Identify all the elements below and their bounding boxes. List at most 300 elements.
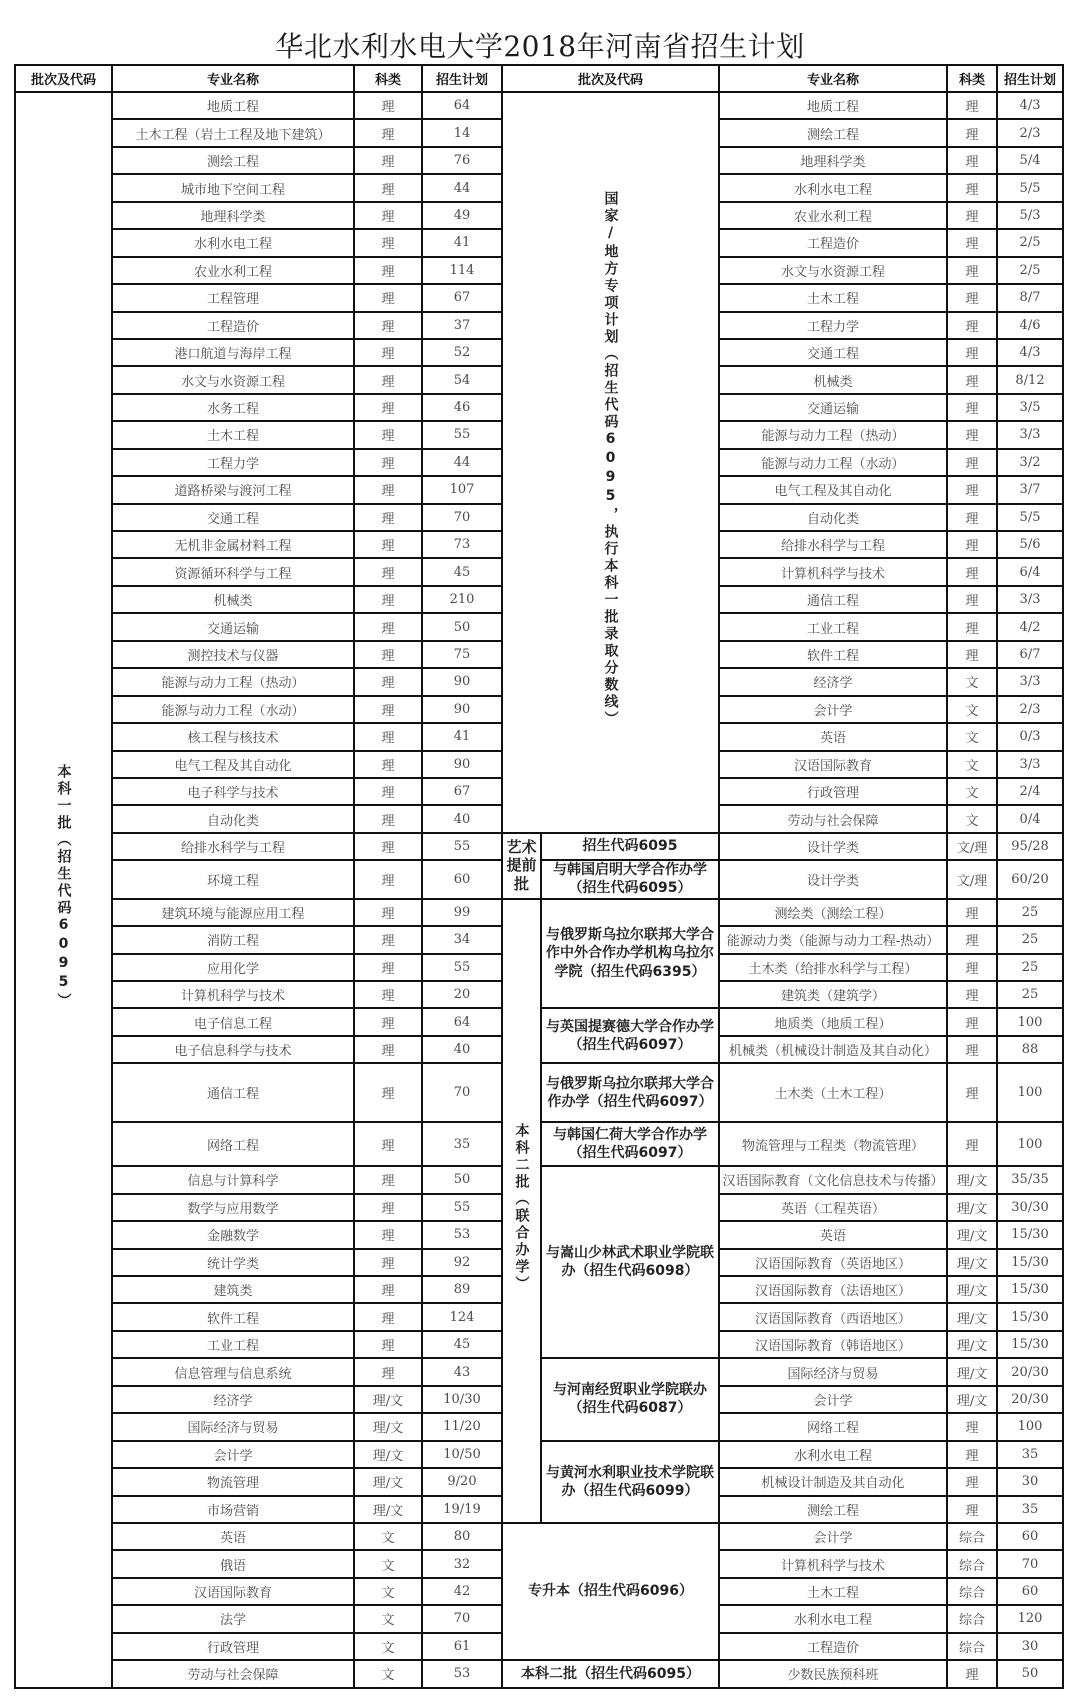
header-major-right: 专业名称 — [719, 65, 947, 92]
major-name: 市场营销 — [112, 1496, 354, 1523]
plan-count: 80 — [422, 1523, 502, 1550]
subject-type: 理 — [354, 860, 422, 898]
plan-count: 70 — [997, 1550, 1063, 1577]
plan-count: 42 — [422, 1578, 502, 1605]
major-name: 水利水电工程 — [719, 1605, 947, 1632]
major-name: 水利水电工程 — [719, 1441, 947, 1468]
major-name: 工程力学 — [719, 312, 947, 339]
major-name: 经济学 — [719, 668, 947, 695]
major-name: 设计学类 — [719, 833, 947, 860]
subject-type: 理 — [354, 926, 422, 953]
plan-count: 44 — [422, 449, 502, 476]
plan-count: 40 — [422, 805, 502, 832]
subject-type: 理 — [354, 394, 422, 421]
group-cell: 与嵩山少林武术职业学院联办（招生代码6098） — [541, 1166, 719, 1358]
major-name: 自动化类 — [719, 504, 947, 531]
plan-count: 90 — [422, 751, 502, 778]
subject-type: 理 — [947, 641, 997, 668]
major-name: 网络工程 — [719, 1413, 947, 1440]
major-name: 工程造价 — [112, 312, 354, 339]
major-name: 工程造价 — [719, 1633, 947, 1660]
subject-type: 文 — [947, 778, 997, 805]
plan-count: 2/5 — [997, 257, 1063, 284]
plan-count: 2/3 — [997, 696, 1063, 723]
subject-type: 理 — [947, 1468, 997, 1495]
subject-type: 理 — [354, 476, 422, 503]
plan-count: 5/3 — [997, 202, 1063, 229]
plan-count: 114 — [422, 257, 502, 284]
plan-count: 88 — [997, 1036, 1063, 1063]
major-name: 环境工程 — [112, 860, 354, 898]
plan-count: 2/3 — [997, 119, 1063, 146]
subject-type: 理 — [947, 476, 997, 503]
plan-count: 55 — [422, 954, 502, 981]
plan-count: 60/20 — [997, 860, 1063, 898]
plan-count: 35 — [997, 1496, 1063, 1523]
major-name: 汉语国际教育（西语地区） — [719, 1303, 947, 1330]
subject-type: 理 — [947, 586, 997, 613]
batch-cell-special — [502, 92, 719, 833]
plan-count: 8/12 — [997, 366, 1063, 393]
header-major-left: 专业名称 — [112, 65, 354, 92]
subject-type: 理 — [947, 449, 997, 476]
major-name: 农业水利工程 — [112, 257, 354, 284]
plan-count: 100 — [997, 1063, 1063, 1122]
subject-type: 理 — [354, 1063, 422, 1122]
subject-type: 理 — [354, 613, 422, 640]
subject-type: 理/文 — [354, 1386, 422, 1413]
subject-type: 理/文 — [354, 1413, 422, 1440]
plan-count: 210 — [422, 586, 502, 613]
plan-count: 2/5 — [997, 229, 1063, 256]
subject-type: 文/理 — [947, 833, 997, 860]
plan-count: 4/6 — [997, 312, 1063, 339]
major-name: 工程管理 — [112, 284, 354, 311]
subject-type: 理/文 — [947, 1331, 997, 1358]
subject-type: 理 — [354, 1331, 422, 1358]
plan-count: 9/20 — [422, 1468, 502, 1495]
major-name: 电气工程及其自动化 — [719, 476, 947, 503]
plan-count: 124 — [422, 1303, 502, 1330]
header-plan-right: 招生计划 — [997, 65, 1063, 92]
table-row — [15, 1660, 1063, 1687]
plan-count: 107 — [422, 476, 502, 503]
plan-count: 25 — [997, 981, 1063, 1008]
subject-type: 理 — [354, 257, 422, 284]
subject-type: 文 — [354, 1550, 422, 1577]
subject-type: 文 — [354, 1633, 422, 1660]
subject-type: 理/文 — [354, 1496, 422, 1523]
major-name: 信息与计算科学 — [112, 1166, 354, 1193]
plan-count: 0/4 — [997, 805, 1063, 832]
plan-count: 40 — [422, 1036, 502, 1063]
subject-type: 理/文 — [354, 1468, 422, 1495]
major-name: 水文与水资源工程 — [719, 257, 947, 284]
plan-count: 20/30 — [997, 1386, 1063, 1413]
plan-count: 50 — [422, 613, 502, 640]
plan-count: 3/5 — [997, 394, 1063, 421]
subject-type: 文 — [947, 696, 997, 723]
subject-type: 理 — [947, 284, 997, 311]
major-name: 软件工程 — [112, 1303, 354, 1330]
plan-count: 6/7 — [997, 641, 1063, 668]
subject-type: 理 — [947, 1122, 997, 1166]
major-name: 物流管理 — [112, 1468, 354, 1495]
major-name: 土木工程 — [112, 421, 354, 448]
major-name: 测绘工程 — [112, 147, 354, 174]
major-name: 土木类（给排水科学与工程） — [719, 954, 947, 981]
major-name: 机械类 — [112, 586, 354, 613]
plan-count: 55 — [422, 833, 502, 860]
page-title: 华北水利水电大学2018年河南省招生计划 — [275, 30, 805, 63]
major-name: 通信工程 — [719, 586, 947, 613]
major-name: 地理科学类 — [719, 147, 947, 174]
major-name: 土木工程 — [719, 284, 947, 311]
subject-type: 理 — [947, 147, 997, 174]
group-cell: 招生代码6095 — [541, 833, 719, 860]
plan-count: 46 — [422, 394, 502, 421]
batch-label: 本科一批（招生代码6095） — [55, 764, 72, 1011]
subject-type: 理 — [354, 696, 422, 723]
table-row — [15, 899, 1063, 926]
plan-count: 20/30 — [997, 1358, 1063, 1385]
major-name: 少数民族预科班 — [719, 1660, 947, 1687]
group-cell: 与河南经贸职业学院联办（招生代码6087） — [541, 1358, 719, 1440]
major-name: 应用化学 — [112, 954, 354, 981]
major-name: 机械类（机械设计制造及其自动化） — [719, 1036, 947, 1063]
plan-count: 5/5 — [997, 174, 1063, 201]
subject-type: 理 — [354, 1194, 422, 1221]
plan-count: 35 — [422, 1122, 502, 1166]
plan-count: 55 — [422, 421, 502, 448]
subject-type: 理 — [947, 366, 997, 393]
subject-type: 理/文 — [947, 1276, 997, 1303]
subject-type: 理 — [947, 394, 997, 421]
plan-count: 10/50 — [422, 1441, 502, 1468]
subject-type: 理 — [354, 805, 422, 832]
major-name: 测控技术与仪器 — [112, 641, 354, 668]
major-name: 英语 — [112, 1523, 354, 1550]
plan-count: 120 — [997, 1605, 1063, 1632]
plan-count: 30/30 — [997, 1194, 1063, 1221]
major-name: 机械设计制造及其自动化 — [719, 1468, 947, 1495]
plan-count: 60 — [422, 860, 502, 898]
major-name: 交通工程 — [112, 504, 354, 531]
subject-type: 理 — [354, 1008, 422, 1035]
subject-type: 理 — [947, 1008, 997, 1035]
plan-count: 37 — [422, 312, 502, 339]
plan-count: 5/4 — [997, 147, 1063, 174]
major-name: 工业工程 — [112, 1331, 354, 1358]
major-name: 测绘工程 — [719, 1496, 947, 1523]
major-name: 测绘工程 — [719, 119, 947, 146]
subject-type: 理 — [354, 312, 422, 339]
subject-type: 理 — [354, 504, 422, 531]
major-name: 地质工程 — [112, 92, 354, 119]
major-name: 测绘类（测绘工程） — [719, 899, 947, 926]
major-name: 交通运输 — [112, 613, 354, 640]
batch-label: 本科二批（联合办学） — [513, 1123, 530, 1294]
major-name: 道路桥梁与渡河工程 — [112, 476, 354, 503]
subject-type: 理 — [354, 1122, 422, 1166]
major-name: 计算机科学与技术 — [719, 558, 947, 585]
major-name: 港口航道与海岸工程 — [112, 339, 354, 366]
group-cell: 与英国提赛德大学合作办学（招生代码6097） — [541, 1008, 719, 1063]
subject-type: 理 — [947, 1496, 997, 1523]
subject-type: 文 — [354, 1578, 422, 1605]
plan-count: 45 — [422, 1331, 502, 1358]
major-name: 行政管理 — [112, 1633, 354, 1660]
plan-count: 15/30 — [997, 1249, 1063, 1276]
subject-type: 理 — [354, 147, 422, 174]
header-batch-left: 批次及代码 — [15, 65, 112, 92]
subject-type: 理 — [354, 202, 422, 229]
major-name: 水文与水资源工程 — [112, 366, 354, 393]
enrollment-plan-table — [14, 64, 1064, 1689]
plan-count: 4/2 — [997, 613, 1063, 640]
plan-count: 15/30 — [997, 1276, 1063, 1303]
plan-count: 2/4 — [997, 778, 1063, 805]
major-name: 工程力学 — [112, 449, 354, 476]
batch-label: 国家/地方专项计划（招生代码6095，执行本科一批录取分数线） — [602, 191, 619, 729]
subject-type: 理 — [354, 1166, 422, 1193]
subject-type: 理 — [354, 531, 422, 558]
group-cell: 与韩国启明大学合作办学（招生代码6095） — [541, 860, 719, 898]
plan-count: 95/28 — [997, 833, 1063, 860]
subject-type: 理 — [947, 1660, 997, 1687]
subject-type: 综合 — [947, 1605, 997, 1632]
subject-type: 理 — [354, 641, 422, 668]
major-name: 国际经济与贸易 — [112, 1413, 354, 1440]
major-name: 土木工程（岩土工程及地下建筑） — [112, 119, 354, 146]
subject-type: 理 — [354, 981, 422, 1008]
group-cell: 与俄罗斯乌拉尔联邦大学合作办学（招生代码6097） — [541, 1063, 719, 1122]
major-name: 农业水利工程 — [719, 202, 947, 229]
subject-type: 理 — [354, 586, 422, 613]
batch-cell-upgrade: 专升本（招生代码6096） — [502, 1523, 719, 1660]
major-name: 建筑环境与能源应用工程 — [112, 899, 354, 926]
plan-count: 70 — [422, 1063, 502, 1122]
major-name: 英语 — [719, 1221, 947, 1248]
subject-type: 理 — [947, 339, 997, 366]
subject-type: 文 — [354, 1605, 422, 1632]
plan-count: 99 — [422, 899, 502, 926]
major-name: 城市地下空间工程 — [112, 174, 354, 201]
header-row — [15, 65, 1063, 92]
plan-count: 70 — [422, 1605, 502, 1632]
major-name: 会计学 — [719, 1523, 947, 1550]
plan-count: 30 — [997, 1633, 1063, 1660]
subject-type: 理/文 — [947, 1386, 997, 1413]
table-row — [15, 1523, 1063, 1550]
subject-type: 理 — [354, 833, 422, 860]
subject-type: 理 — [947, 229, 997, 256]
plan-count: 53 — [422, 1221, 502, 1248]
subject-type: 理 — [947, 92, 997, 119]
major-name: 水利水电工程 — [112, 229, 354, 256]
major-name: 信息管理与信息系统 — [112, 1358, 354, 1385]
plan-count: 3/3 — [997, 421, 1063, 448]
plan-count: 3/3 — [997, 586, 1063, 613]
subject-type: 理 — [947, 899, 997, 926]
major-name: 汉语国际教育（英语地区） — [719, 1249, 947, 1276]
plan-count: 34 — [422, 926, 502, 953]
plan-count: 49 — [422, 202, 502, 229]
plan-count: 35/35 — [997, 1166, 1063, 1193]
plan-count: 15/30 — [997, 1331, 1063, 1358]
plan-count: 19/19 — [422, 1496, 502, 1523]
major-name: 能源与动力工程（热动） — [719, 421, 947, 448]
plan-count: 41 — [422, 229, 502, 256]
plan-count: 6/4 — [997, 558, 1063, 585]
major-name: 行政管理 — [719, 778, 947, 805]
subject-type: 理 — [354, 339, 422, 366]
major-name: 交通工程 — [719, 339, 947, 366]
major-name: 水务工程 — [112, 394, 354, 421]
major-name: 软件工程 — [719, 641, 947, 668]
subject-type: 理 — [354, 751, 422, 778]
plan-count: 25 — [997, 926, 1063, 953]
subject-type: 理/文 — [354, 1441, 422, 1468]
major-name: 汉语国际教育（文化信息技术与传播） — [719, 1166, 947, 1193]
plan-count: 10/30 — [422, 1386, 502, 1413]
batch-cell-left — [15, 92, 112, 1688]
subject-type: 文 — [947, 751, 997, 778]
plan-count: 89 — [422, 1276, 502, 1303]
plan-count: 67 — [422, 284, 502, 311]
subject-type: 理 — [947, 421, 997, 448]
major-name: 金融数学 — [112, 1221, 354, 1248]
major-name: 能源动力类（能源与动力工程-热动） — [719, 926, 947, 953]
subject-type: 理/文 — [947, 1194, 997, 1221]
major-name: 计算机科学与技术 — [719, 1550, 947, 1577]
subject-type: 理 — [947, 1036, 997, 1063]
major-name: 能源与动力工程（水动） — [719, 449, 947, 476]
plan-count: 100 — [997, 1008, 1063, 1035]
plan-count: 54 — [422, 366, 502, 393]
batch-cell-second: 本科二批（招生代码6095） — [502, 1660, 719, 1687]
major-name: 电子科学与技术 — [112, 778, 354, 805]
subject-type: 综合 — [947, 1523, 997, 1550]
plan-count: 41 — [422, 723, 502, 750]
plan-count: 52 — [422, 339, 502, 366]
subject-type: 理 — [947, 257, 997, 284]
plan-count: 70 — [422, 504, 502, 531]
subject-type: 理 — [947, 312, 997, 339]
subject-type: 理 — [354, 366, 422, 393]
major-name: 劳动与社会保障 — [719, 805, 947, 832]
subject-type: 理 — [947, 926, 997, 953]
major-name: 英语（工程英语） — [719, 1194, 947, 1221]
subject-type: 理 — [947, 954, 997, 981]
subject-type: 理 — [947, 174, 997, 201]
plan-count: 100 — [997, 1413, 1063, 1440]
subject-type: 理 — [354, 668, 422, 695]
batch-cell-art: 艺术提前批 — [502, 833, 541, 899]
subject-type: 理 — [354, 92, 422, 119]
subject-type: 理 — [947, 531, 997, 558]
subject-type: 理 — [354, 1249, 422, 1276]
major-name: 汉语国际教育（法语地区） — [719, 1276, 947, 1303]
subject-type: 理 — [354, 1036, 422, 1063]
major-name: 土木类（土木工程） — [719, 1063, 947, 1122]
subject-type: 理 — [354, 284, 422, 311]
major-name: 建筑类（建筑学） — [719, 981, 947, 1008]
subject-type: 理 — [354, 723, 422, 750]
plan-count: 3/2 — [997, 449, 1063, 476]
major-name: 地质类（地质工程） — [719, 1008, 947, 1035]
subject-type: 理 — [354, 174, 422, 201]
major-name: 劳动与社会保障 — [112, 1660, 354, 1687]
subject-type: 理 — [947, 1413, 997, 1440]
major-name: 网络工程 — [112, 1122, 354, 1166]
plan-count: 45 — [422, 558, 502, 585]
plan-count: 4/3 — [997, 339, 1063, 366]
plan-count: 55 — [422, 1194, 502, 1221]
plan-count: 100 — [997, 1122, 1063, 1166]
plan-count: 8/7 — [997, 284, 1063, 311]
subject-type: 文 — [947, 723, 997, 750]
subject-type: 理 — [354, 229, 422, 256]
major-name: 设计学类 — [719, 860, 947, 898]
subject-type: 理 — [354, 119, 422, 146]
subject-type: 理/文 — [947, 1166, 997, 1193]
plan-count: 25 — [997, 954, 1063, 981]
plan-count: 67 — [422, 778, 502, 805]
plan-count: 92 — [422, 1249, 502, 1276]
header-batch-right: 批次及代码 — [502, 65, 719, 92]
subject-type: 文 — [354, 1660, 422, 1687]
subject-type: 理 — [947, 558, 997, 585]
major-name: 通信工程 — [112, 1063, 354, 1122]
subject-type: 理 — [947, 981, 997, 1008]
subject-type: 综合 — [947, 1578, 997, 1605]
plan-count: 15/30 — [997, 1303, 1063, 1330]
plan-count: 53 — [422, 1660, 502, 1687]
plan-count: 3/7 — [997, 476, 1063, 503]
major-name: 地质工程 — [719, 92, 947, 119]
major-name: 工业工程 — [719, 613, 947, 640]
plan-count: 60 — [997, 1578, 1063, 1605]
major-name: 会计学 — [719, 1386, 947, 1413]
plan-count: 64 — [422, 1008, 502, 1035]
major-name: 无机非金属材料工程 — [112, 531, 354, 558]
plan-count: 14 — [422, 119, 502, 146]
header-plan-left: 招生计划 — [422, 65, 502, 92]
major-name: 统计学类 — [112, 1249, 354, 1276]
major-name: 汉语国际教育 — [112, 1578, 354, 1605]
plan-count: 60 — [997, 1523, 1063, 1550]
major-name: 自动化类 — [112, 805, 354, 832]
plan-count: 90 — [422, 696, 502, 723]
subject-type: 理 — [947, 1063, 997, 1122]
plan-count: 50 — [997, 1660, 1063, 1687]
major-name: 经济学 — [112, 1386, 354, 1413]
subject-type: 文 — [947, 805, 997, 832]
major-name: 物流管理与工程类（物流管理） — [719, 1122, 947, 1166]
plan-count: 3/3 — [997, 751, 1063, 778]
plan-count: 15/30 — [997, 1221, 1063, 1248]
major-name: 资源循环科学与工程 — [112, 558, 354, 585]
major-name: 能源与动力工程（水动） — [112, 696, 354, 723]
plan-count: 76 — [422, 147, 502, 174]
subject-type: 理 — [947, 504, 997, 531]
major-name: 消防工程 — [112, 926, 354, 953]
subject-type: 综合 — [947, 1633, 997, 1660]
major-name: 机械类 — [719, 366, 947, 393]
group-cell: 与韩国仁荷大学合作办学（招生代码6097） — [541, 1122, 719, 1166]
plan-count: 20 — [422, 981, 502, 1008]
